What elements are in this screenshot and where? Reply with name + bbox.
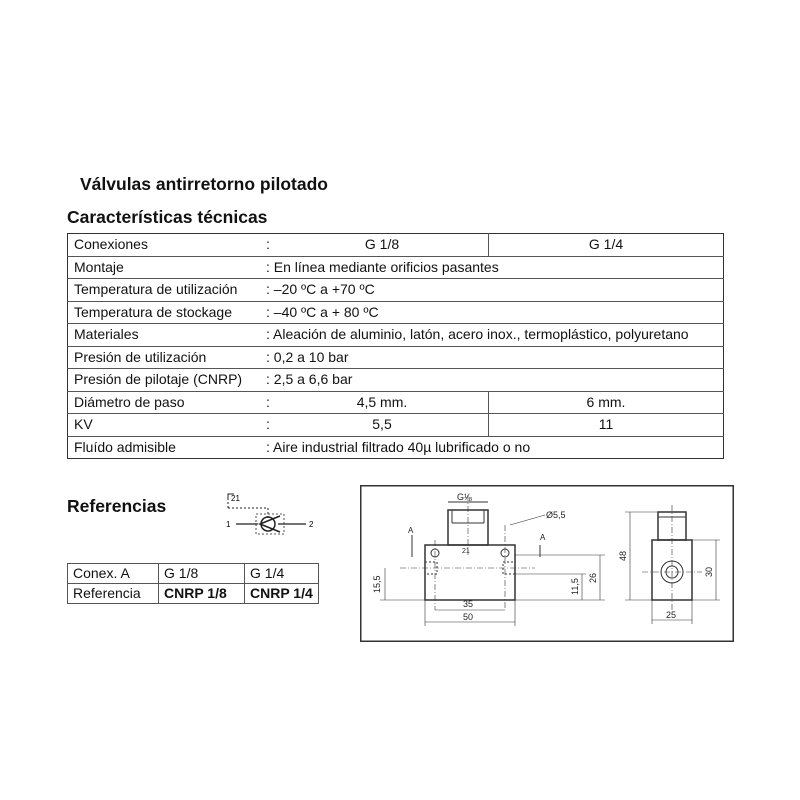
spec-value: : 0,2 a 10 bar (266, 346, 724, 369)
spec-label: Temperatura de stockage (68, 301, 267, 324)
specs-table (67, 233, 724, 459)
dim-15-5: 15,5 (372, 575, 382, 593)
refs-heading: Referencias (67, 496, 167, 516)
spec-label: Conexiones (74, 236, 148, 252)
spec-value: : –20 ºC a +70 ºC (266, 279, 724, 302)
specs-heading: Características técnicas (67, 207, 268, 227)
spec-value: : 2,5 a 6,6 bar (266, 369, 724, 392)
spec-label: Montaje (68, 256, 267, 279)
ref-cell: CNRP 1/4 (245, 584, 319, 604)
table-row (68, 234, 724, 257)
port-out-label: 2 (309, 520, 314, 529)
spec-value: G 1/4 (489, 234, 724, 257)
spec-value: 6 mm. (489, 391, 724, 414)
spec-value: : Aire industrial filtrado 40µ lubrificado o no (266, 436, 724, 459)
table-row (68, 256, 724, 279)
ref-cell: CNRP 1/8 (159, 584, 245, 604)
spec-label: Diámetro de paso (68, 391, 267, 414)
ref-label: Referencia (68, 584, 159, 604)
port-pilot-label: 21 (231, 494, 240, 503)
port-21-label: 21 (462, 548, 470, 555)
dim-35: 35 (463, 599, 474, 609)
table-row (68, 436, 724, 459)
spec-value: 5,5 (276, 414, 489, 437)
dim-50: 50 (463, 612, 474, 622)
spec-value: : –40 ºC a + 80 ºC (266, 301, 724, 324)
section-a-left: A (408, 526, 414, 535)
technical-drawing (360, 485, 734, 642)
table-row (68, 324, 724, 347)
table-row (68, 301, 724, 324)
ref-cell: G 1/8 (159, 564, 245, 584)
dim-26: 26 (588, 572, 598, 583)
dim-25: 25 (666, 610, 677, 620)
table-row (68, 279, 724, 302)
references-table (67, 563, 319, 604)
page-title: Válvulas antirretorno pilotado (80, 174, 328, 194)
dim-48: 48 (618, 550, 628, 561)
dim-30: 30 (704, 566, 714, 577)
spec-value: 4,5 mm. (276, 391, 489, 414)
table-row (68, 391, 724, 414)
spec-label: Fluído admisible (68, 436, 267, 459)
spec-value: 11 (489, 414, 724, 437)
spec-label: Temperatura de utilización (68, 279, 267, 302)
check-valve-symbol (222, 492, 322, 542)
port-in-label: 1 (226, 520, 231, 529)
spec-label: Materiales (68, 324, 267, 347)
ref-cell: G 1/4 (245, 564, 319, 584)
thread-label: G¹⁄₈ (457, 492, 473, 502)
spec-label: Presión de utilización (68, 346, 267, 369)
spec-value: : En línea mediante orificios pasantes (266, 256, 724, 279)
dim-11-5: 11,5 (570, 578, 580, 595)
spec-label: KV (68, 414, 267, 437)
section-a-right: A (540, 533, 546, 542)
spec-value: : Aleación de aluminio, latón, acero inox., termoplástico, polyuretano (266, 324, 724, 347)
hole-diameter-label: Ø5,5 (546, 510, 566, 520)
spec-colon: : (266, 414, 276, 437)
spec-colon: : (266, 236, 270, 252)
table-row (68, 584, 319, 604)
table-row (68, 564, 319, 584)
table-row (68, 346, 724, 369)
table-row (68, 414, 724, 437)
spec-colon: : (266, 391, 276, 414)
table-row (68, 369, 724, 392)
spec-value: G 1/8 (364, 236, 400, 252)
ref-label: Conex. A (68, 564, 159, 584)
spec-label: Presión de pilotaje (CNRP) (68, 369, 267, 392)
